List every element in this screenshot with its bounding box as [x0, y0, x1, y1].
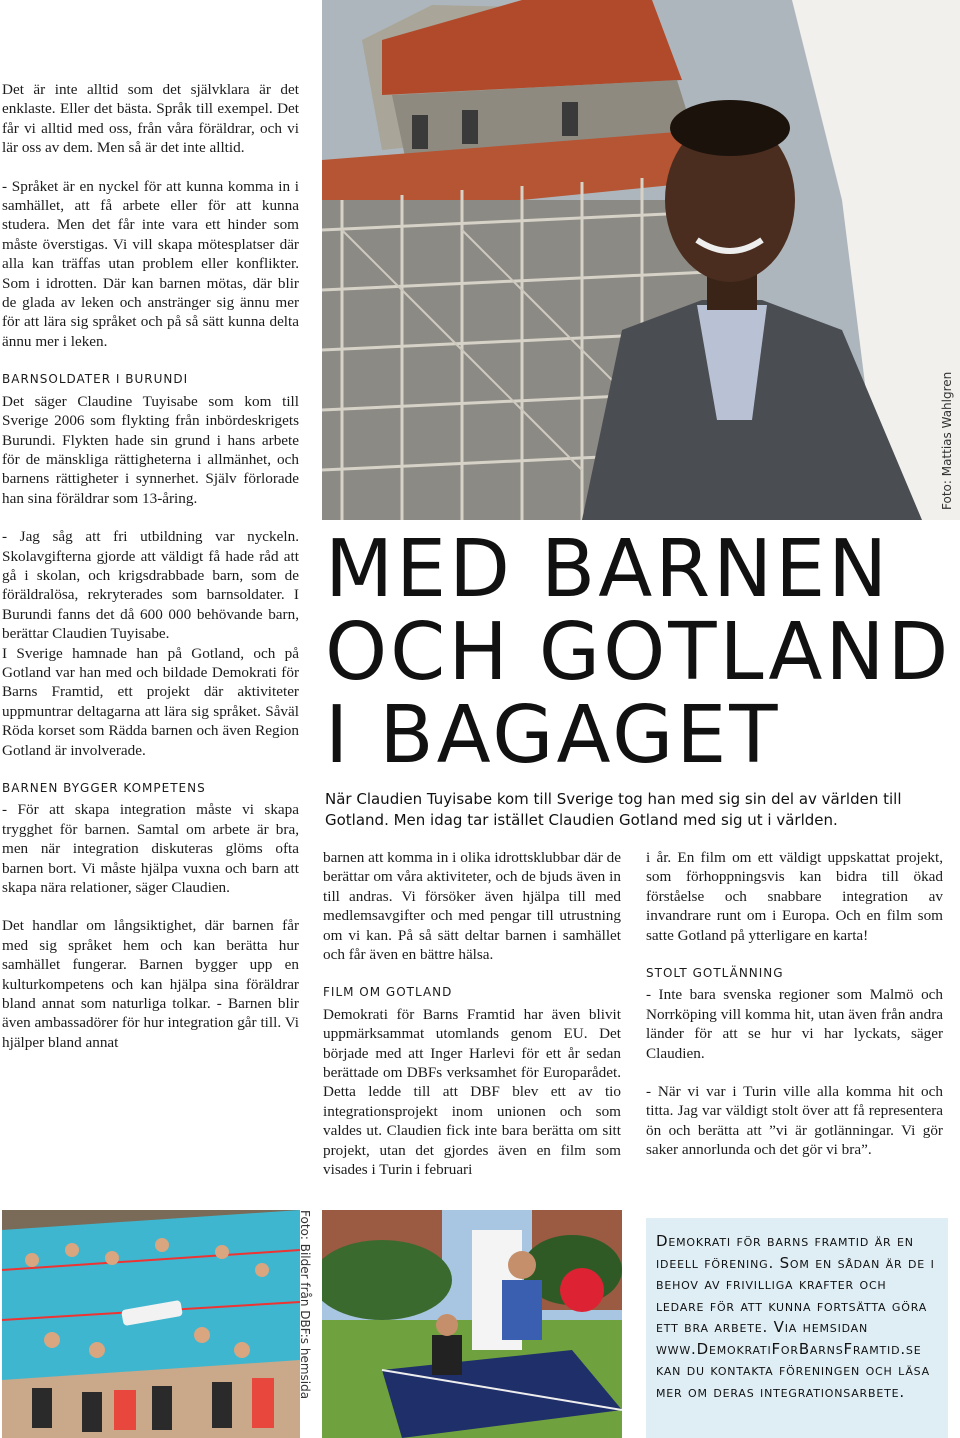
portrait-illustration: [322, 0, 960, 520]
headline-line: OCH GOTLAND: [325, 606, 952, 698]
subheading: FILM OM GOTLAND: [323, 985, 453, 1000]
paragraph: - Inte bara svenska regioner som Malmö och Norrköping vill komma hit, utan även från andra länder för att se hur vi har lyckats, säger Claudien.: [646, 986, 943, 1062]
paragraph: i år. En film om ett väldigt uppskattat projekt, som förhoppningsvis kan bidra till ökad förståelse och snabbare integration av invandrare runt om i Europa. Och en film som satte Gotland på ytterligare en karta!: [646, 849, 943, 944]
info-box-text: Demokrati för barns framtid är en ideell förening. Som en sådan är de i behov av frivilliga krafter och ledare för att kunna fortsätta göra ett bra arbete. Via hemsidan www.DemokratiForBarnsFramtid.se kan du kontakta föreningen och läsa mer om deras integrationsarbete.: [656, 1232, 935, 1401]
photo-credit: Foto: Bilder från DBF:s hemsida: [298, 1210, 312, 1400]
table-tennis-photo: [322, 1210, 622, 1438]
paragraph: Det är inte alltid som det självklara är det enklaste. Eller det bästa. Språk till exempel. Det får vi alltid med oss, från våra föräldrar, och vi lär oss av dem. Men så är det inte alltid.: [2, 81, 299, 157]
table-tennis-illustration: [322, 1210, 622, 1438]
pool-photo: [2, 1210, 300, 1438]
paragraph: Demokrati för Barns Framtid har även blivit uppmärksammat utomlands genom EU. Det började med att Inger Harlevi för ett år sedan berättade om DBFs verksamhet för Europarådet. Detta ledde till att DBF blev ett av tio integrationsprojekt inom unionen och som valdes ut. Claudien fick inte bara berätta om sitt projekt, utan det gjordes även en film som visades i Turin i februari: [323, 1005, 621, 1179]
paragraph: - Språket är en nyckel för att kunna komma in i samhället, att få arbete eller för att kunna studera. Men det får inte vara ett hinder som måste överstigas. Vi vill skapa mötesplatser där alla kan träffas utan problem eller konflikter. Som i idrotten. Där kan barnen mötas, där blir de glada av leken och anstränger sig ännu mer för att lära sig språket och på så sätt kunna delta ännu mer i leken.: [2, 177, 299, 350]
paragraph: - För att skapa integration måste vi skapa trygghet för barnen. Samtal om arbete är bra, men när integration diskuteras glöms ofta barnen bort. Vi måste hjälpa vuxna och barn att skapa nära relationer, säger Claudien.: [2, 801, 299, 897]
ingress: När Claudien Tuyisabe kom till Sverige tog han med sig sin del av världen till Gotland. Men idag tar istället Claudien Gotland med sig ut i världen.: [325, 790, 902, 829]
photo-credit: Foto: Mattias Wahlgren: [940, 371, 954, 510]
pool-illustration: [2, 1210, 300, 1438]
paragraph: I Sverige hamnade han på Gotland, och på Gotland var han med och bildade Demokrati för Barns Framtid, ett projekt där aktiviteter uppmuntrar deltagarna att lära sig språket. Såväl Röda korset som Rädda barnen och även Region Gotland är involverade.: [2, 644, 299, 759]
headline-line: MED BARNEN: [325, 523, 891, 615]
info-box: [646, 1218, 948, 1438]
headline-line: I BAGAGET: [325, 689, 781, 781]
subheading: BARNSOLDATER I BURUNDI: [2, 372, 189, 387]
paragraph: - När vi var i Turin ville alla komma hit och titta. Jag var väldigt stolt över att få representera ön och berätta att ”vi är gotlänningar. Vi gör saker annorlunda och det gör vi bra”.: [646, 1083, 943, 1159]
article-column-3: [646, 848, 943, 1160]
paragraph: Det säger Claudine Tuyisabe som kom till Sverige 2006 som flykting från inbördeskrigets Burundi. Flykten hade sin grund i hans arbete för de mänskliga rättigheterna i allmänhet, och barnens rättigheter i synnerhet. Själv förlorade han sina föräldrar som 13-åring.: [2, 392, 299, 507]
article-column-2: [323, 848, 621, 1180]
paragraph: - Jag såg att fri utbildning var nyckeln. Skolavgifterna gjorde att väldigt få hade råd att gå i skolan, och krigsdrabbade barn, som de föräldralösa, rekryterades som barnsoldater. I Burundi fanns det då 600 000 behövande barn, berättar Claudien Tuyisabe.: [2, 528, 299, 643]
article-column-1: [2, 80, 299, 1052]
paragraph: Det handlar om långsiktighet, där barnen får med sig språket hem och kan berätta hur samhället fungerar. Barnen bygger upp en kulturkompetens och kan hjälpa sina föräldrar bland annat som naturliga tolkar. - Barnen blir även ambassadörer för hur integration går till. Vi hjälper bland annat: [2, 917, 299, 1051]
hero-photo: [322, 0, 960, 520]
headline: [325, 523, 955, 781]
paragraph: barnen att komma in i olika idrottsklubbar där de berättar om våra aktiviteter, och de bjuds även in till andras. Vi försöker även hjälpa till med medlemsavgifter och med pengar till utrustning om vi kan. På så sätt deltar barnen i samhället och får även en bättre hälsa.: [323, 849, 621, 964]
subheading: BARNEN BYGGER KOMPETENS: [2, 781, 206, 795]
subheading: STOLT GOTLÄNNING: [646, 966, 784, 981]
